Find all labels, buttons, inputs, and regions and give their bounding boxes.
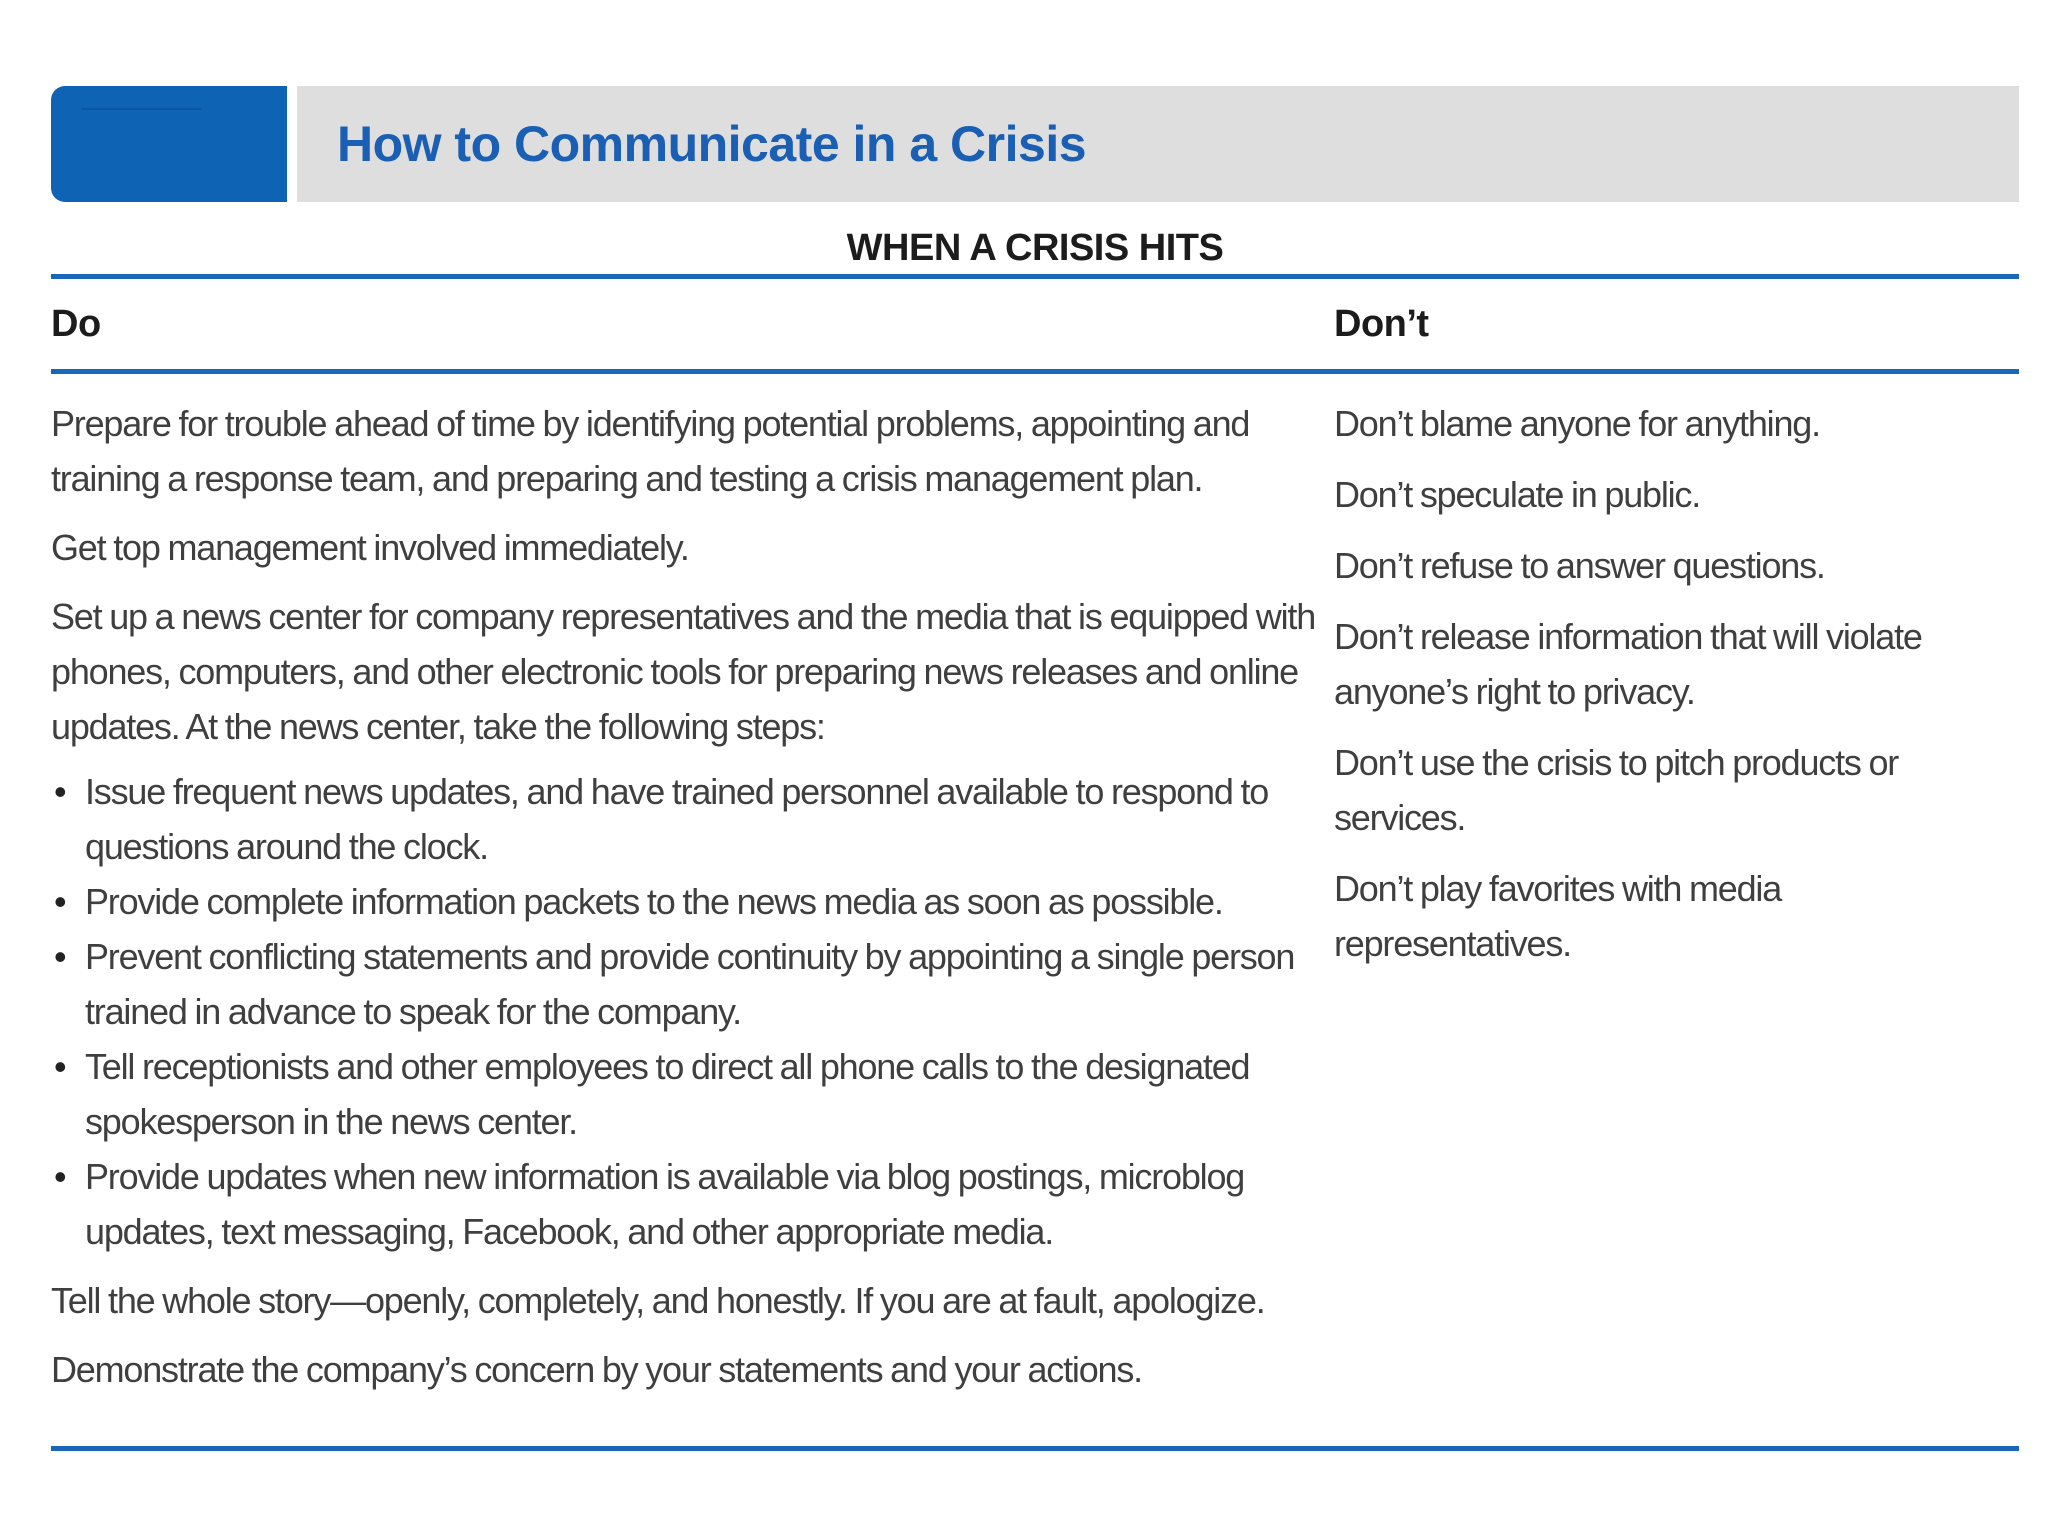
list-item-text: Provide complete information packets to the news media as soon as possible. — [85, 881, 1223, 922]
list-item-text: Issue frequent news updates, and have trained personnel available to respond to questions around the clock. — [85, 771, 1269, 867]
page-title: How to Communicate in a Crisis — [337, 116, 1087, 172]
header-accent-block — [51, 86, 287, 202]
list-item-text: Tell receptionists and other employees to direct all phone calls to the designated spokesperson in the news center. — [85, 1046, 1250, 1142]
list-item — [51, 764, 1334, 874]
dont-item: Don’t use the crisis to pitch products or services. — [1334, 742, 1899, 838]
do-item: Get top management involved immediately. — [51, 527, 689, 568]
dont-column — [1334, 396, 2019, 1382]
dont-item: Don’t release information that will violate anyone’s right to privacy. — [1334, 616, 1922, 712]
do-item: Prepare for trouble ahead of time by identifying potential problems, appointing and training a response team, and preparing and testing a crisis management plan. — [51, 403, 1250, 499]
list-item — [51, 929, 1334, 1039]
header-gap — [287, 86, 297, 202]
accent-line — [81, 108, 201, 110]
column-headers — [51, 279, 2019, 369]
dont-item: Don’t blame anyone for anything. — [1334, 403, 1820, 444]
list-item — [51, 874, 1334, 929]
header-bar — [51, 86, 2019, 202]
bullet-icon: • — [54, 771, 66, 812]
section-title: WHEN A CRISIS HITS — [846, 227, 1224, 269]
bullet-icon: • — [54, 1046, 66, 1087]
crisis-communication-table — [51, 86, 2019, 1390]
list-item-text: Prevent conflicting statements and provide continuity by appointing a single person trained in advance to speak for the company. — [85, 936, 1295, 1032]
dont-item: Don’t speculate in public. — [1334, 474, 1701, 515]
do-item: Demonstrate the company’s concern by your statements and your actions. — [51, 1349, 1142, 1390]
do-column-header: Do — [51, 302, 101, 345]
bullet-icon: • — [54, 936, 66, 977]
dont-item: Don’t refuse to answer questions. — [1334, 545, 1825, 586]
news-center-steps-list — [51, 764, 1334, 1259]
bullet-icon: • — [54, 881, 66, 922]
header-title-bar — [297, 86, 2019, 202]
list-item-text: Provide updates when new information is available via blog postings, microblog updates, text messaging, Facebook, and other appropriate media. — [85, 1156, 1245, 1252]
do-item: Tell the whole story—openly, completely, and honestly. If you are at fault, apologize. — [51, 1280, 1265, 1321]
dont-item: Don’t play favorites with media representatives. — [1334, 868, 1782, 964]
dont-column-header: Don’t — [1334, 302, 1429, 345]
do-item: Set up a news center for company representatives and the media that is equipped with phones, computers, and other electronic tools for preparing news releases and online updates. At the news center, take the following steps: — [51, 596, 1316, 747]
list-item — [51, 1039, 1334, 1149]
list-item — [51, 1149, 1334, 1259]
do-column — [51, 396, 1334, 1390]
table-body — [51, 374, 2019, 1390]
bottom-rule — [51, 1446, 2019, 1451]
bullet-icon: • — [54, 1156, 66, 1197]
